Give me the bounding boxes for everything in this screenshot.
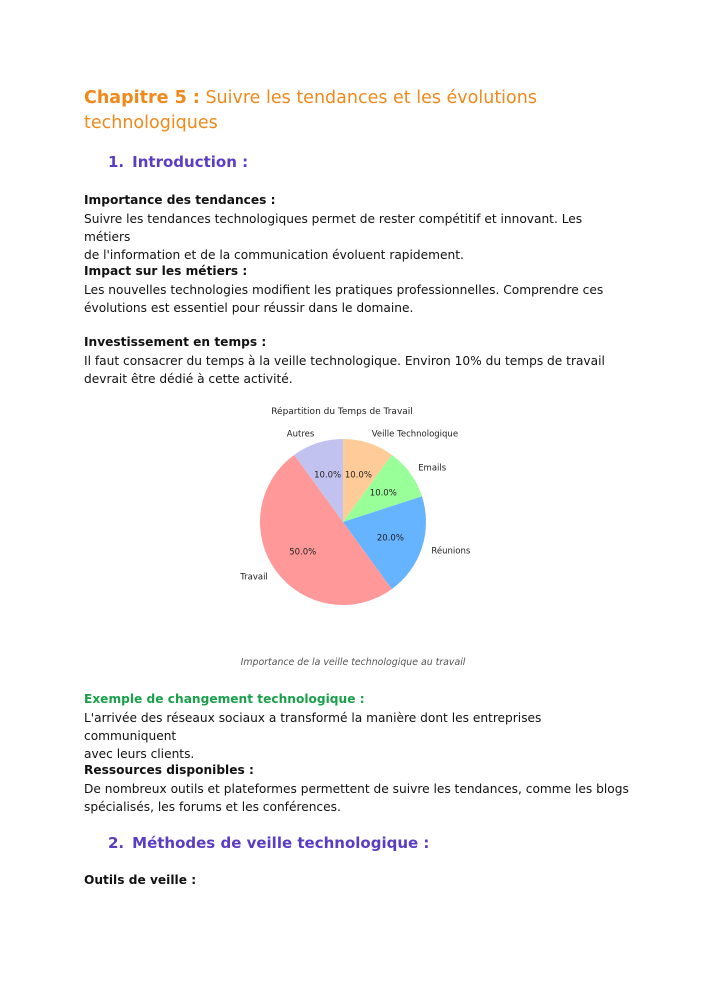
pie-chart xyxy=(230,396,480,614)
chapter-title-line2: technologiques xyxy=(84,113,218,133)
exemple-label: Exemple de changement technologique : xyxy=(84,692,365,706)
impact-line2: évolutions est essentiel pour réussir dans le domaine. xyxy=(84,301,414,315)
importance-label: Importance des tendances : xyxy=(84,193,276,207)
section-number: 2. xyxy=(108,834,125,852)
importance-line1: Suivre les tendances technologiques permet de rester compétitif et innovant. Les métiers xyxy=(84,212,583,244)
chart-caption: Importance de la veille technologique au travail xyxy=(240,657,466,668)
pie-percent-label-0: 10.0% xyxy=(344,470,372,481)
pie-percent-label-3: 50.0% xyxy=(289,547,317,558)
investissement-label: Investissement en temps : xyxy=(84,335,267,349)
importance-line2: de l'information et de la communication évoluent rapidement. xyxy=(84,248,464,262)
pie-percent-label-1: 10.0% xyxy=(369,488,397,499)
ressources-line2: spécialisés, les forums et les conférences. xyxy=(84,800,341,814)
exemple-paragraph xyxy=(84,709,632,763)
impact-label: Impact sur les métiers : xyxy=(84,264,248,278)
pie-percent-label-2: 20.0% xyxy=(376,533,404,544)
chapter-title-line1: Suivre les tendances et les évolutions xyxy=(205,88,537,108)
pie-chart-svg xyxy=(230,396,480,614)
section-title: Méthodes de veille technologique : xyxy=(132,834,430,852)
section-heading-introduction xyxy=(108,153,248,171)
outils-label: Outils de veille : xyxy=(84,873,197,887)
pie-slices xyxy=(260,439,426,605)
investissement-line1: Il faut consacrer du temps à la veille technologique. Environ 10% du temps de travail xyxy=(84,354,605,368)
impact-line1: Les nouvelles technologies modifient les pratiques professionnelles. Comprendre ces xyxy=(84,283,604,297)
exemple-line2: avec leurs clients. xyxy=(84,747,195,761)
chart-title: Répartition du Temps de Travail xyxy=(271,407,413,417)
chapter-title xyxy=(84,86,604,136)
pie-category-label-4: Autres xyxy=(286,429,315,440)
section-number: 1. xyxy=(108,153,125,171)
pie-percent-label-4: 10.0% xyxy=(314,470,342,481)
investissement-paragraph xyxy=(84,352,632,388)
pie-category-label-0: Veille Technologique xyxy=(371,429,459,440)
pie-category-label-2: Réunions xyxy=(431,546,471,557)
impact-paragraph xyxy=(84,281,632,317)
pie-category-label-1: Emails xyxy=(418,463,447,474)
section-title: Introduction : xyxy=(132,153,249,171)
ressources-line1: De nombreux outils et plateformes permettent de suivre les tendances, comme les blogs xyxy=(84,782,629,796)
pie-category-label-3: Travail xyxy=(240,572,268,583)
ressources-label: Ressources disponibles : xyxy=(84,763,254,777)
exemple-line1: L'arrivée des réseaux sociaux a transformé la manière dont les entreprises communiquent xyxy=(84,711,542,743)
chapter-number: Chapitre 5 : xyxy=(84,88,200,108)
investissement-line2: devrait être dédié à cette activité. xyxy=(84,372,293,386)
section-heading-methodes xyxy=(108,834,429,852)
ressources-paragraph xyxy=(84,780,632,816)
importance-paragraph xyxy=(84,210,632,264)
